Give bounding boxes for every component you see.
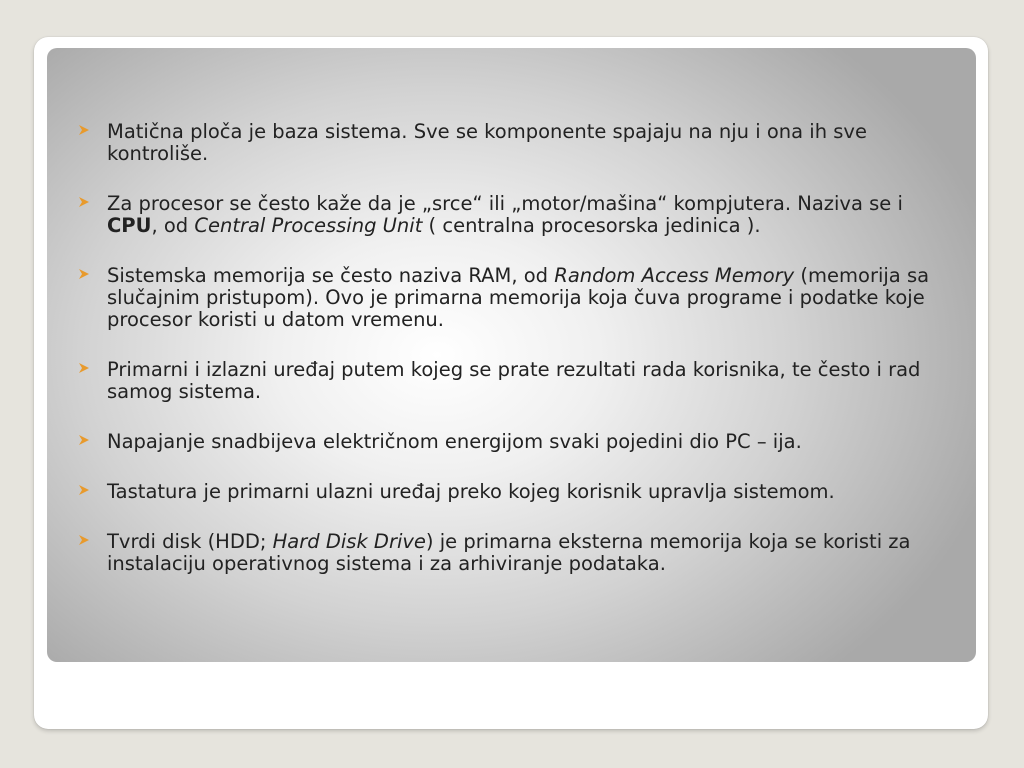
bullet-text — [107, 120, 867, 165]
arrow-bullet-icon — [78, 268, 90, 280]
bullet-text — [107, 480, 835, 503]
text-segment: ( centralna procesorska jedinica ). — [422, 214, 761, 237]
bullet-item-keyboard — [78, 481, 958, 503]
arrow-bullet-icon — [78, 534, 90, 546]
arrow-bullet-icon — [78, 484, 90, 496]
bullet-text — [107, 264, 929, 331]
arrow-bullet-icon — [78, 434, 90, 446]
text-segment: ) je primarna eksterna memorija koja se koristi za instalaciju operativnog sistema i za arhiviranje podataka. — [107, 530, 911, 575]
text-segment: Tvrdi disk (HDD; — [107, 530, 273, 553]
bullet-item-ram — [78, 265, 958, 331]
text-segment: Napajanje snadbijeva električnom energijom svaki pojedini dio PC – ija. — [107, 430, 802, 453]
text-segment: Tastatura je primarni ulazni uređaj preko kojeg korisnik upravlja sistemom. — [107, 480, 835, 503]
bold-term: CPU — [107, 214, 152, 237]
bullet-item-motherboard — [78, 121, 958, 165]
text-segment: Matična ploča je baza sistema. Sve se komponente spajaju na nju i ona ih sve kontroliše. — [107, 120, 867, 165]
bullet-text — [107, 358, 920, 403]
arrow-bullet-icon — [78, 362, 90, 374]
bullet-item-hard-disk — [78, 531, 958, 575]
italic-term: Central Processing Unit — [194, 214, 423, 237]
bullet-item-power-supply — [78, 431, 958, 453]
arrow-bullet-icon — [78, 124, 90, 136]
text-segment: (memorija sa slučajnim pristupom). Ovo je primarna memorija koja čuva programe i podatke koje procesor koristi u datom vremenu. — [107, 264, 930, 331]
arrow-bullet-icon — [78, 196, 90, 208]
bullet-list — [78, 121, 958, 575]
text-segment: Za procesor se često kaže da je „srce“ ili „motor/mašina“ kompjutera. Naziva se i — [107, 192, 903, 215]
text-segment: , od — [151, 214, 195, 237]
bullet-item-monitor — [78, 359, 958, 403]
bullet-text — [107, 192, 903, 237]
bullet-item-cpu — [78, 193, 958, 237]
bullet-text — [107, 430, 802, 453]
italic-term: Hard Disk Drive — [272, 530, 426, 553]
italic-term: Random Access Memory — [554, 264, 795, 287]
text-segment: Sistemska memorija se često naziva RAM, od — [107, 264, 555, 287]
text-segment: Primarni i izlazni uređaj putem kojeg se prate rezultati rada korisnika, te često i rad samog sistema. — [107, 358, 921, 403]
bullet-text — [107, 530, 911, 575]
